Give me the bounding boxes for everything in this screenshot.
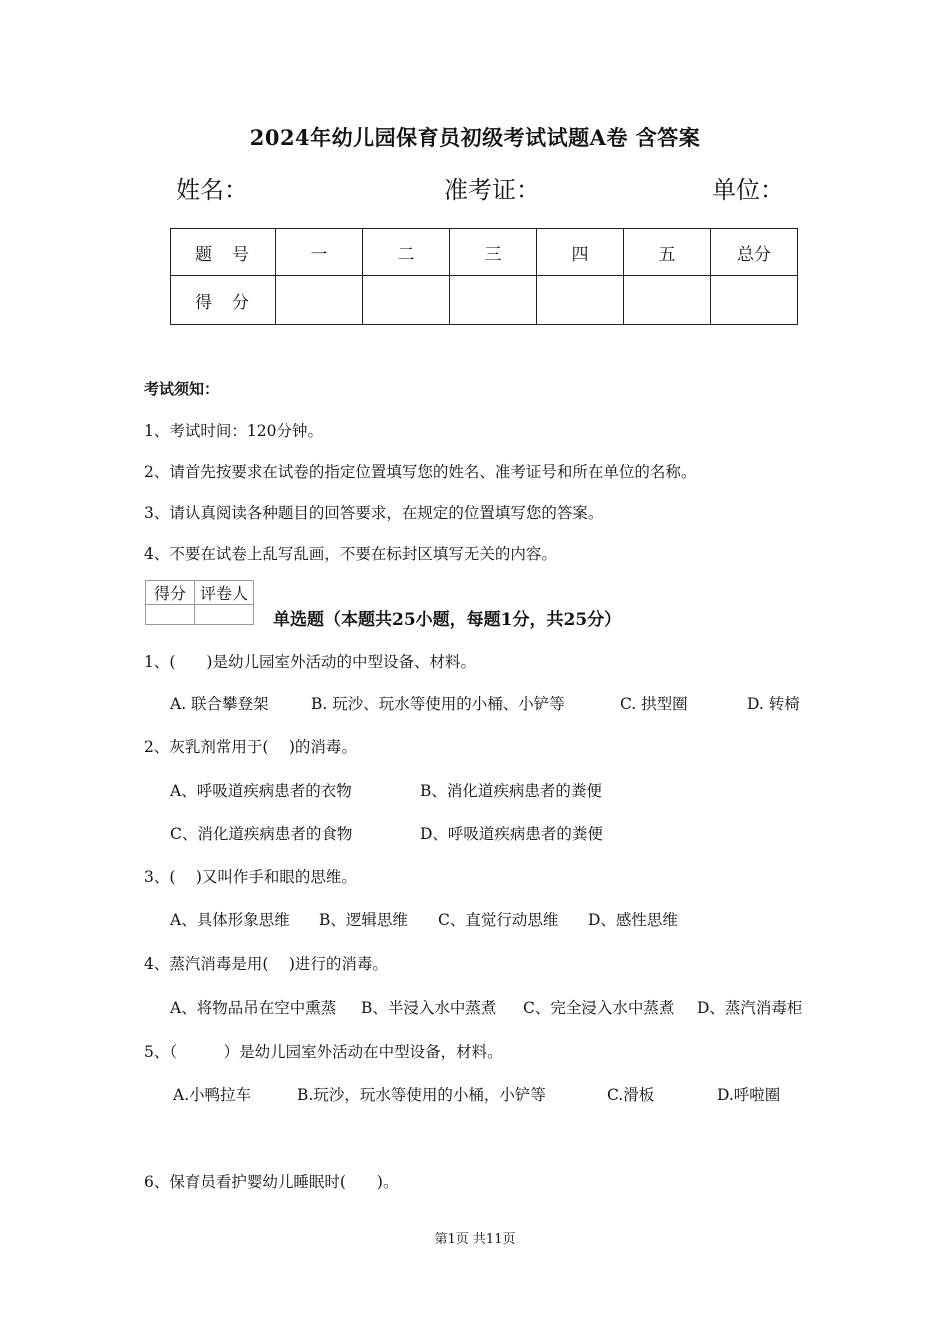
question-stem: 2、灰乳剂常用于( )的消毒。: [144, 738, 357, 756]
section-title: 单选题（本题共25小题，每题1分，共25分）: [273, 610, 622, 630]
question-option: C、消化道疾病患者的食物: [170, 825, 353, 843]
question-option: D、蒸汽消毒柜: [697, 999, 803, 1017]
question-option: C. 拱型圈: [620, 695, 688, 713]
question-option: C.滑板: [607, 1086, 655, 1104]
score-header-2: 二: [363, 229, 450, 276]
question-stem: 5、（ ）是幼儿园室外活动在中型设备，材料。: [144, 1043, 503, 1061]
question-stem: 1、( )是幼儿园室外活动的中型设备、材料。: [144, 653, 476, 671]
question-option: D.呼啦圈: [717, 1086, 781, 1104]
question-option: A、将物品吊在空中熏蒸: [170, 999, 337, 1017]
score-cell-3: [450, 276, 537, 325]
question-option: C、直觉行动思维: [438, 911, 559, 929]
question-stem: 6、保育员看护婴幼儿睡眠时( )。: [144, 1173, 399, 1191]
page-footer: 第1页 共11页: [434, 1232, 516, 1247]
grader-reviewer-cell: [195, 605, 254, 625]
question-option: A.小鸭拉车: [173, 1086, 252, 1104]
grader-reviewer-label: 评卷人: [195, 581, 254, 605]
unit-field-label: 单位：: [712, 176, 784, 204]
score-table-score-row: [171, 276, 798, 325]
ticket-field-label: 准考证：: [444, 176, 540, 204]
score-table-header-row: [171, 229, 798, 276]
question-option: A. 联合攀登架: [170, 695, 269, 713]
score-cell-5: [624, 276, 711, 325]
score-header-total: 总分: [711, 229, 798, 276]
exam-title: 2024年幼儿园保育员初级考试试题A卷 含答案: [249, 125, 701, 150]
notice-item: 1、考试时间：120分钟。: [144, 422, 323, 440]
score-header-4: 四: [537, 229, 624, 276]
grader-score-cell: [146, 605, 195, 625]
question-option: B、消化道疾病患者的粪便: [420, 782, 602, 800]
score-cell-1: [276, 276, 363, 325]
notice-heading: 考试须知：: [144, 380, 220, 398]
score-header-5: 五: [624, 229, 711, 276]
grader-score-label: 得分: [146, 581, 195, 605]
question-option: A、具体形象思维: [170, 911, 290, 929]
notice-item: 4、不要在试卷上乱写乱画，不要在标封区填写无关的内容。: [144, 545, 557, 563]
question-option: C、完全浸入水中蒸煮: [523, 999, 675, 1017]
score-header-3: 三: [450, 229, 537, 276]
notice-item: 3、请认真阅读各种题目的回答要求，在规定的位置填写您的答案。: [144, 504, 604, 522]
question-stem: 3、( )又叫作手和眼的思维。: [144, 868, 357, 886]
notice-item: 2、请首先按要求在试卷的指定位置填写您的姓名、准考证号和所在单位的名称。: [144, 463, 697, 481]
score-table: [170, 228, 798, 325]
question-stem: 4、蒸汽消毒是用( )进行的消毒。: [144, 955, 388, 973]
question-option: B. 玩沙、玩水等使用的小桶、小铲等: [311, 695, 565, 713]
score-cell-2: [363, 276, 450, 325]
question-option: B、逻辑思维: [319, 911, 408, 929]
score-cell-4: [537, 276, 624, 325]
score-header-label: 题号: [171, 229, 276, 276]
question-option: B.玩沙，玩水等使用的小桶，小铲等: [297, 1086, 546, 1104]
question-option: D. 转椅: [747, 695, 800, 713]
score-row-label: 得分: [171, 276, 276, 325]
score-header-1: 一: [276, 229, 363, 276]
question-option: D、感性思维: [588, 911, 678, 929]
question-option: B、半浸入水中蒸煮: [361, 999, 497, 1017]
score-cell-total: [711, 276, 798, 325]
grader-box: [145, 580, 254, 625]
name-field-label: 姓名：: [176, 176, 248, 204]
question-option: D、呼吸道疾病患者的粪便: [420, 825, 603, 843]
question-option: A、呼吸道疾病患者的衣物: [170, 782, 352, 800]
